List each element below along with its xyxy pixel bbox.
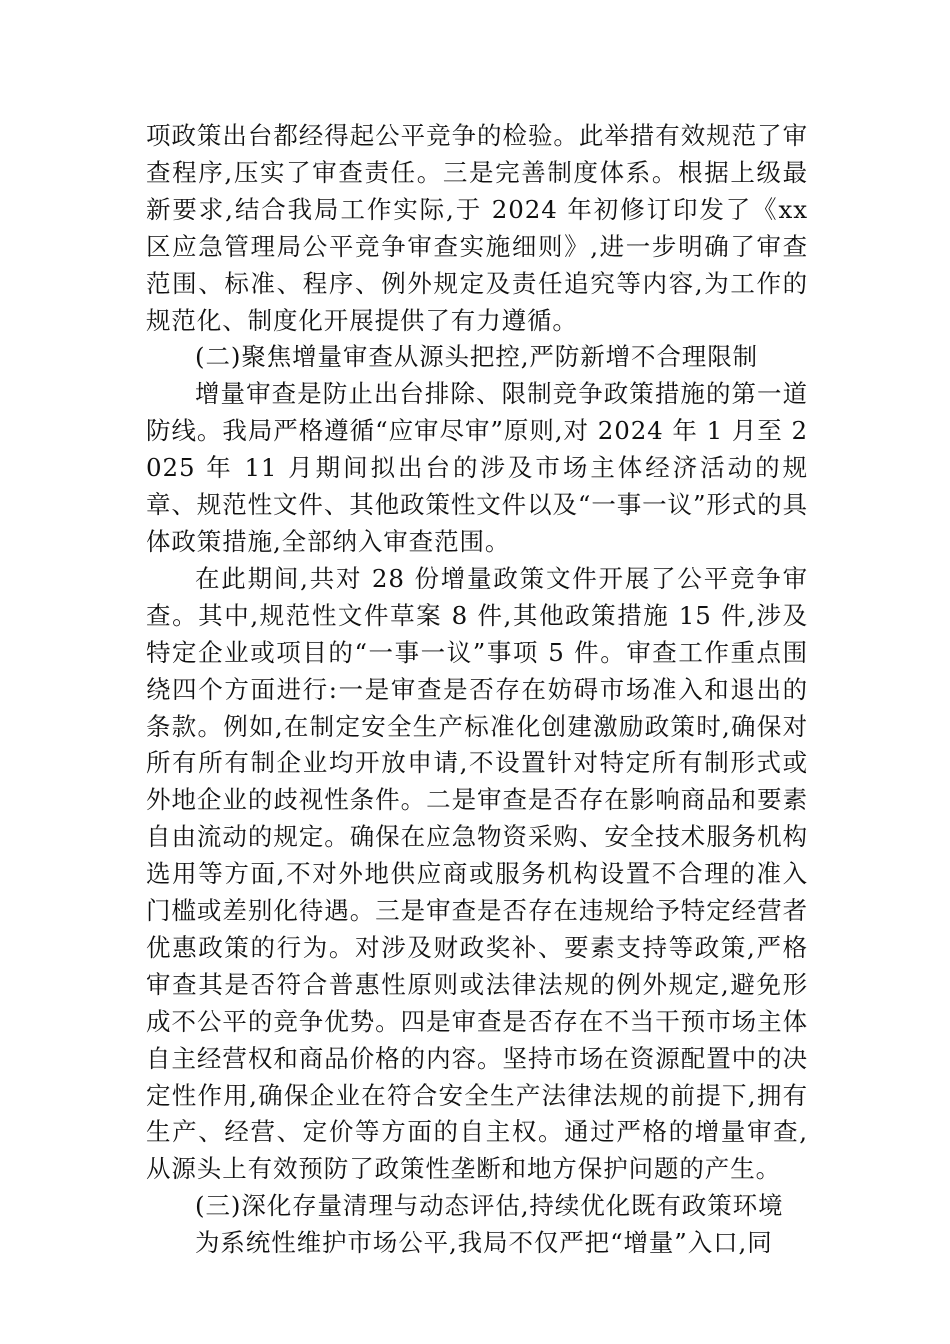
paragraph-stock-cleanup: 为系统性维护市场公平,我局不仅严把“增量”入口,同 [195, 1228, 773, 1258]
paragraph-continuation: 项政策出台都经得起公平竞争的检验。此举措有效规范了审查程序,压实了审查责任。三是完善制度体系。根据上级最新要求,结合我局工作实际,于 2024 年初修订印发了《xx 区应急管理局公平竞争审查实施细则》,进一步明确了审查范围、标准、程序、例外规定及责任追究等内容,为工作的规范化、制度化开展提供了有力遵循。 [146, 121, 808, 335]
paragraph-incremental-review: 增量审查是防止出台排除、限制竞争政策措施的第一道防线。我局严格遵循“应审尽审”原则,对 2024 年 1 月至 2025 年 11 月期间拟出台的涉及市场主体经济活动的规章、规范性文件、其他政策性文件以及“一事一议”形式的具体政策措施,全部纳入审查范围。 [146, 379, 808, 556]
paragraph-review-details: 在此期间,共对 28 份增量政策文件开展了公平竞争审查。其中,规范性文件草案 8 件,其他政策措施 15 件,涉及特定企业或项目的“一事一议”事项 5 件。审查工作重点围绕四个方面进行:一是审查是否存在妨碍市场准入和退出的条款。例如,在制定安全生产标准化创建激励政策时,确保对所有所有制企业均开放申请,不设置针对特定所有制形式或外地企业的歧视性条件。二是审查是否存在影响商品和要素自由流动的规定。确保在应急物资采购、安全技术服务机构选用等方面,不对外地供应商或服务机构设置不合理的准入门槛或差别化待遇。三是审查是否存在违规给予特定经营者优惠政策的行为。对涉及财政奖补、要素支持等政策,严格审查其是否符合普惠性原则或法律法规的例外规定,避免形成不公平的竞争优势。四是审查是否存在不当干预市场主体自主经营权和商品价格的内容。坚持市场在资源配置中的决定性作用,确保企业在符合安全生产法律法规的前提下,拥有生产、经营、定价等方面的自主权。通过严格的增量审查,从源头上有效预防了政策性垄断和地方保护问题的产生。 [146, 563, 808, 1184]
section-heading-2: (二)聚焦增量审查从源头把控,严防新增不合理限制 [195, 342, 759, 372]
document-body [146, 118, 808, 1262]
section-heading-3: (三)深化存量清理与动态评估,持续优化既有政策环境 [195, 1191, 784, 1221]
